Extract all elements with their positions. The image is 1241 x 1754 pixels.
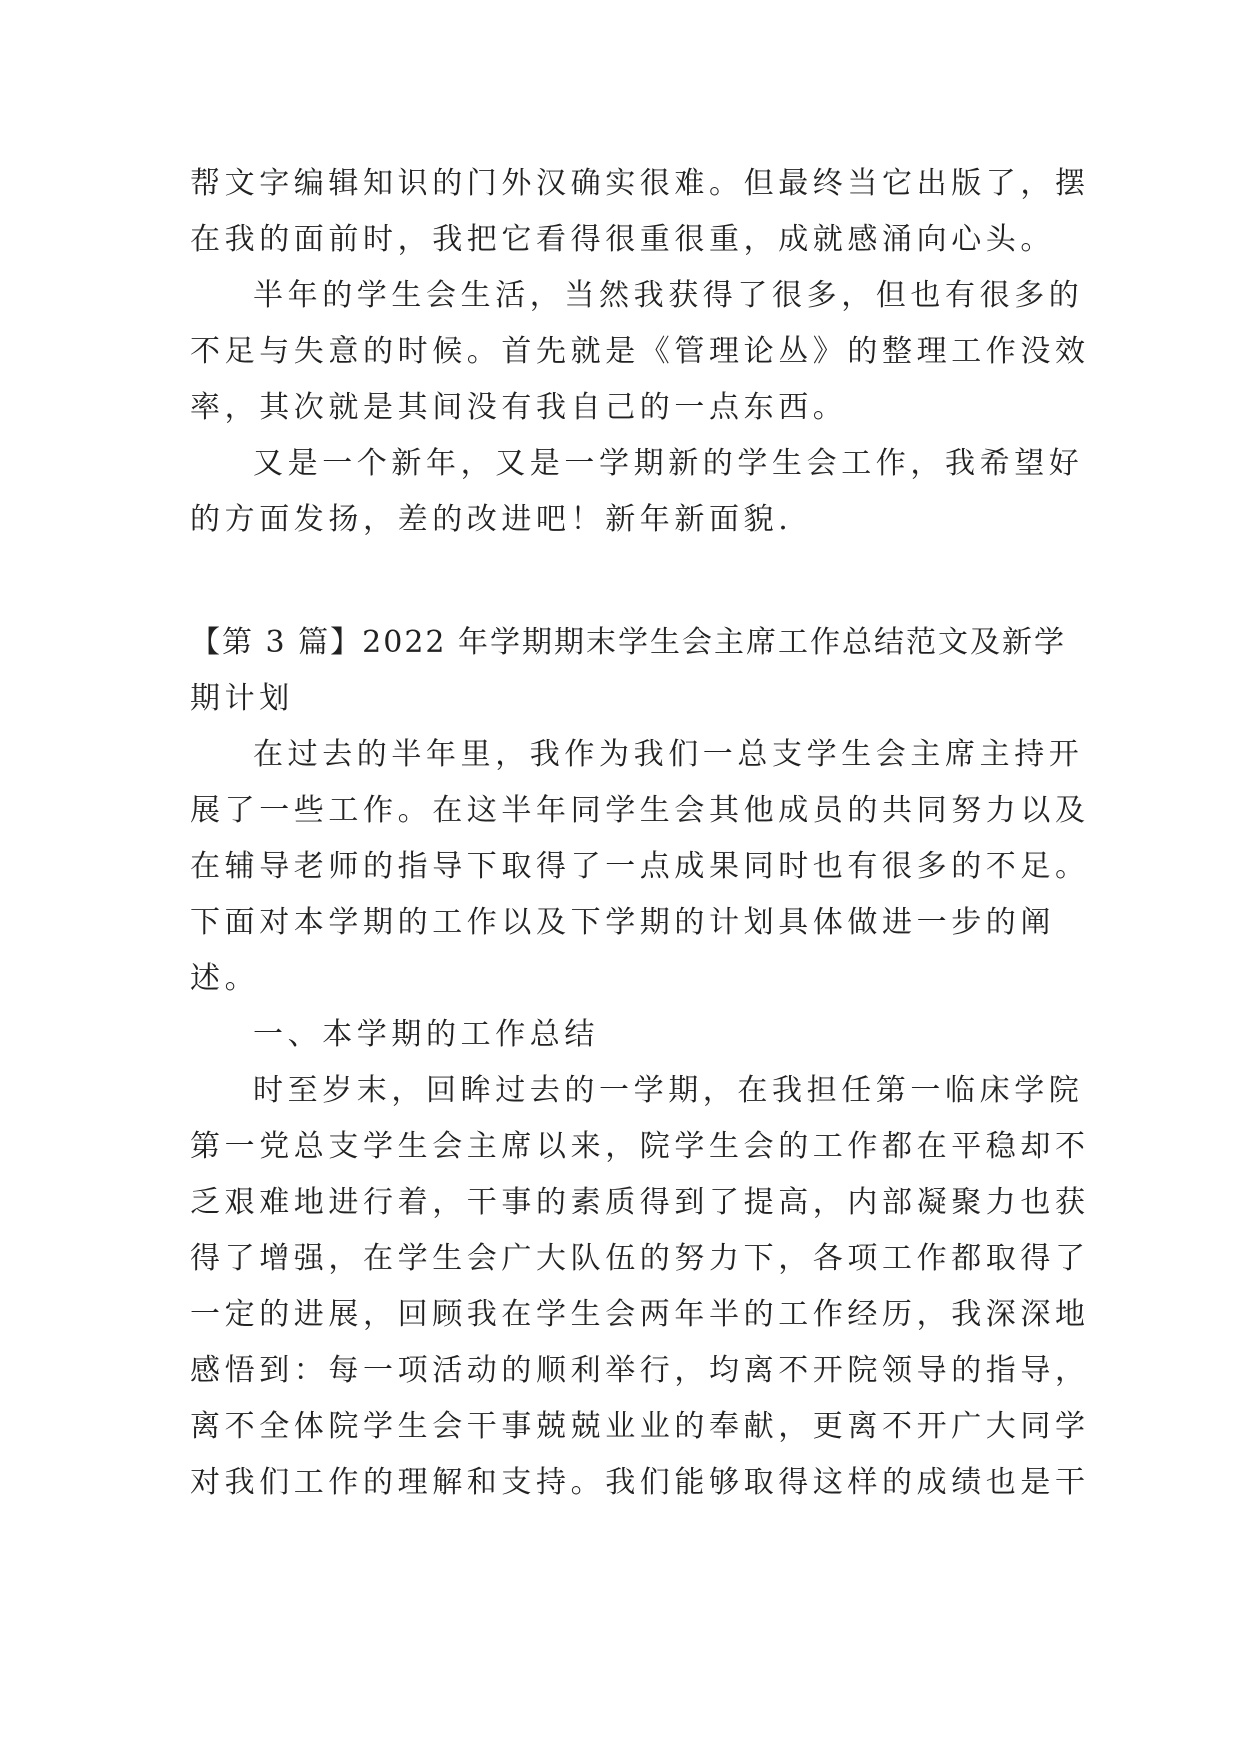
subheading: 一、本学期的工作总结 [253,1017,599,1052]
section-heading: 【第 3 篇】2022 年学期期末学生会主席工作总结范文及新学 [190,625,1067,660]
text-line: 半年的学生会生活，当然我获得了很多，但也有很多的 [253,278,1084,313]
text-line: 时至岁末，回眸过去的一学期，在我担任第一临床学院 [253,1073,1084,1108]
text-line: 乏艰难地进行着，干事的素质得到了提高，内部凝聚力也获 [190,1185,1090,1220]
text-line: 述。 [190,961,260,996]
text-line: 不足与失意的时候。首先就是《管理论丛》的整理工作没效 [190,334,1090,369]
text-line: 在过去的半年里，我作为我们一总支学生会主席主持开 [253,737,1084,772]
text-line: 得了增强，在学生会广大队伍的努力下，各项工作都取得了 [190,1241,1090,1276]
text-line: 在我的面前时，我把它看得很重很重，成就感涌向心头。 [190,222,1055,257]
text-line: 第一党总支学生会主席以来，院学生会的工作都在平稳却不 [190,1129,1090,1164]
text-line: 又是一个新年，又是一学期新的学生会工作，我希望好 [253,446,1084,481]
text-line: 对我们工作的理解和支持。我们能够取得这样的成绩也是干 [190,1465,1090,1500]
text-line: 下面对本学期的工作以及下学期的计划具体做进一步的阐 [190,905,1055,940]
text-line: 一定的进展，回顾我在学生会两年半的工作经历，我深深地 [190,1297,1090,1332]
text-line: 展了一些工作。在这半年同学生会其他成员的共同努力以及 [190,793,1090,828]
text-line: 离不全体院学生会干事兢兢业业的奉献，更离不开广大同学 [190,1409,1090,1444]
text-line: 帮文字编辑知识的门外汉确实很难。但最终当它出版了，摆 [190,166,1090,201]
text-line: 率，其次就是其间没有我自己的一点东西。 [190,390,848,425]
text-line: 感悟到：每一项活动的顺利举行，均离不开院领导的指导， [190,1353,1090,1388]
text-line: 在辅导老师的指导下取得了一点成果同时也有很多的不足。 [190,849,1090,884]
section-heading-cont: 期计划 [190,681,294,716]
text-line: 的方面发扬，差的改进吧！新年新面貌. [190,502,793,537]
